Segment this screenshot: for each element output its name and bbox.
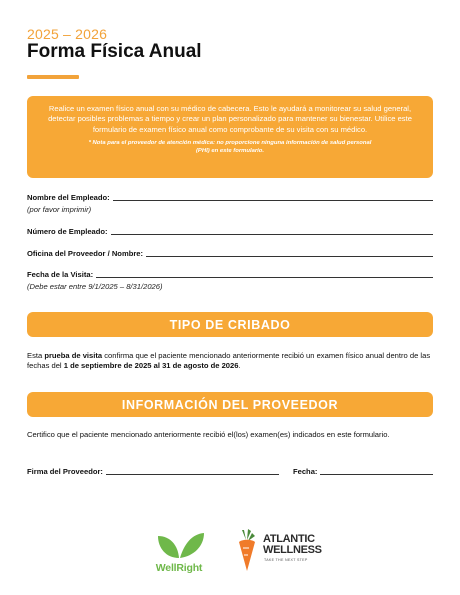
visit-date-hint: (Debe estar entre 9/1/2025 – 8/31/2026): [27, 282, 163, 291]
screening-bold-proof: prueba de visita: [44, 351, 103, 360]
info-box: [27, 96, 433, 178]
screening-banner: [27, 312, 433, 337]
provider-banner: [27, 392, 433, 417]
signature-row: [27, 467, 433, 476]
employee-number-line[interactable]: [111, 234, 433, 235]
page-title: Forma Física Anual: [27, 41, 202, 62]
wellright-logo: [144, 528, 214, 576]
visit-date-label: Fecha de la Visita:: [27, 270, 94, 279]
visit-date-field[interactable]: [27, 270, 433, 279]
leaf-icon: [144, 528, 214, 562]
wellright-wordmark: WellRight: [155, 562, 203, 574]
provider-text: Certifico que el paciente mencionado anteriormente recibió el(los) examen(es) indicados en este formulario.: [27, 430, 390, 439]
provider-office-line[interactable]: [146, 256, 433, 257]
atlantic-tagline: TAKE THE NEXT STEP: [264, 558, 308, 562]
employee-name-line[interactable]: [113, 200, 433, 201]
screening-bold-dates: 1 de septiembre de 2025 al 31 de agosto de 2026: [63, 361, 239, 371]
visit-date-line[interactable]: [96, 277, 433, 278]
employee-name-hint: (por favor imprimir): [27, 205, 92, 214]
signature-line[interactable]: [106, 474, 279, 475]
year-label: 2025 – 2026: [27, 26, 108, 42]
atlantic-wordmark-line2: WELLNESS: [263, 544, 322, 556]
screening-text-part: .: [238, 361, 241, 371]
date-line[interactable]: [320, 474, 433, 475]
screening-text-part: Esta: [27, 351, 45, 360]
atlantic-wordmark-line1: ATLANTIC: [263, 533, 315, 545]
logos: [0, 528, 460, 578]
atlantic-wellness-logo: [232, 528, 327, 576]
employee-name-label: Nombre del Empleado:: [27, 193, 110, 202]
employee-name-field[interactable]: [27, 193, 433, 202]
date-label: Fecha:: [292, 467, 318, 476]
employee-number-label: Número de Empleado:: [27, 227, 108, 236]
signature-label: Firma del Proveedor:: [27, 467, 103, 476]
screening-heading: TIPO DE CRIBADO: [169, 317, 291, 332]
info-text: Realice un examen físico anual con su médico de cabecera. Esto le ayudará a monitorear su salud general, detectar posibles problemas a tiempo y crear un plan personalizado para mantener su bienestar. Utilice este formulario de examen físico anual como comprobante de su visita con su médico.: [48, 104, 412, 134]
employee-number-field[interactable]: [27, 227, 433, 236]
provider-office-label: Oficina del Proveedor / Nombre:: [27, 249, 144, 258]
provider-office-field[interactable]: [27, 249, 433, 258]
provider-heading: INFORMACIÓN DEL PROVEEDOR: [121, 397, 339, 412]
screening-text-part: confirma que el paciente mencionado anteriormente recibió un examen físico anual dentro de las fechas del: [27, 351, 431, 371]
title-underline: [27, 75, 79, 79]
screening-text: [27, 351, 433, 372]
provider-note: * Nota para el proveedor de atención médica: no proporcione ninguna información de salud personal (PHI) en este formulario.: [88, 139, 372, 155]
carrot-icon: [232, 528, 262, 572]
